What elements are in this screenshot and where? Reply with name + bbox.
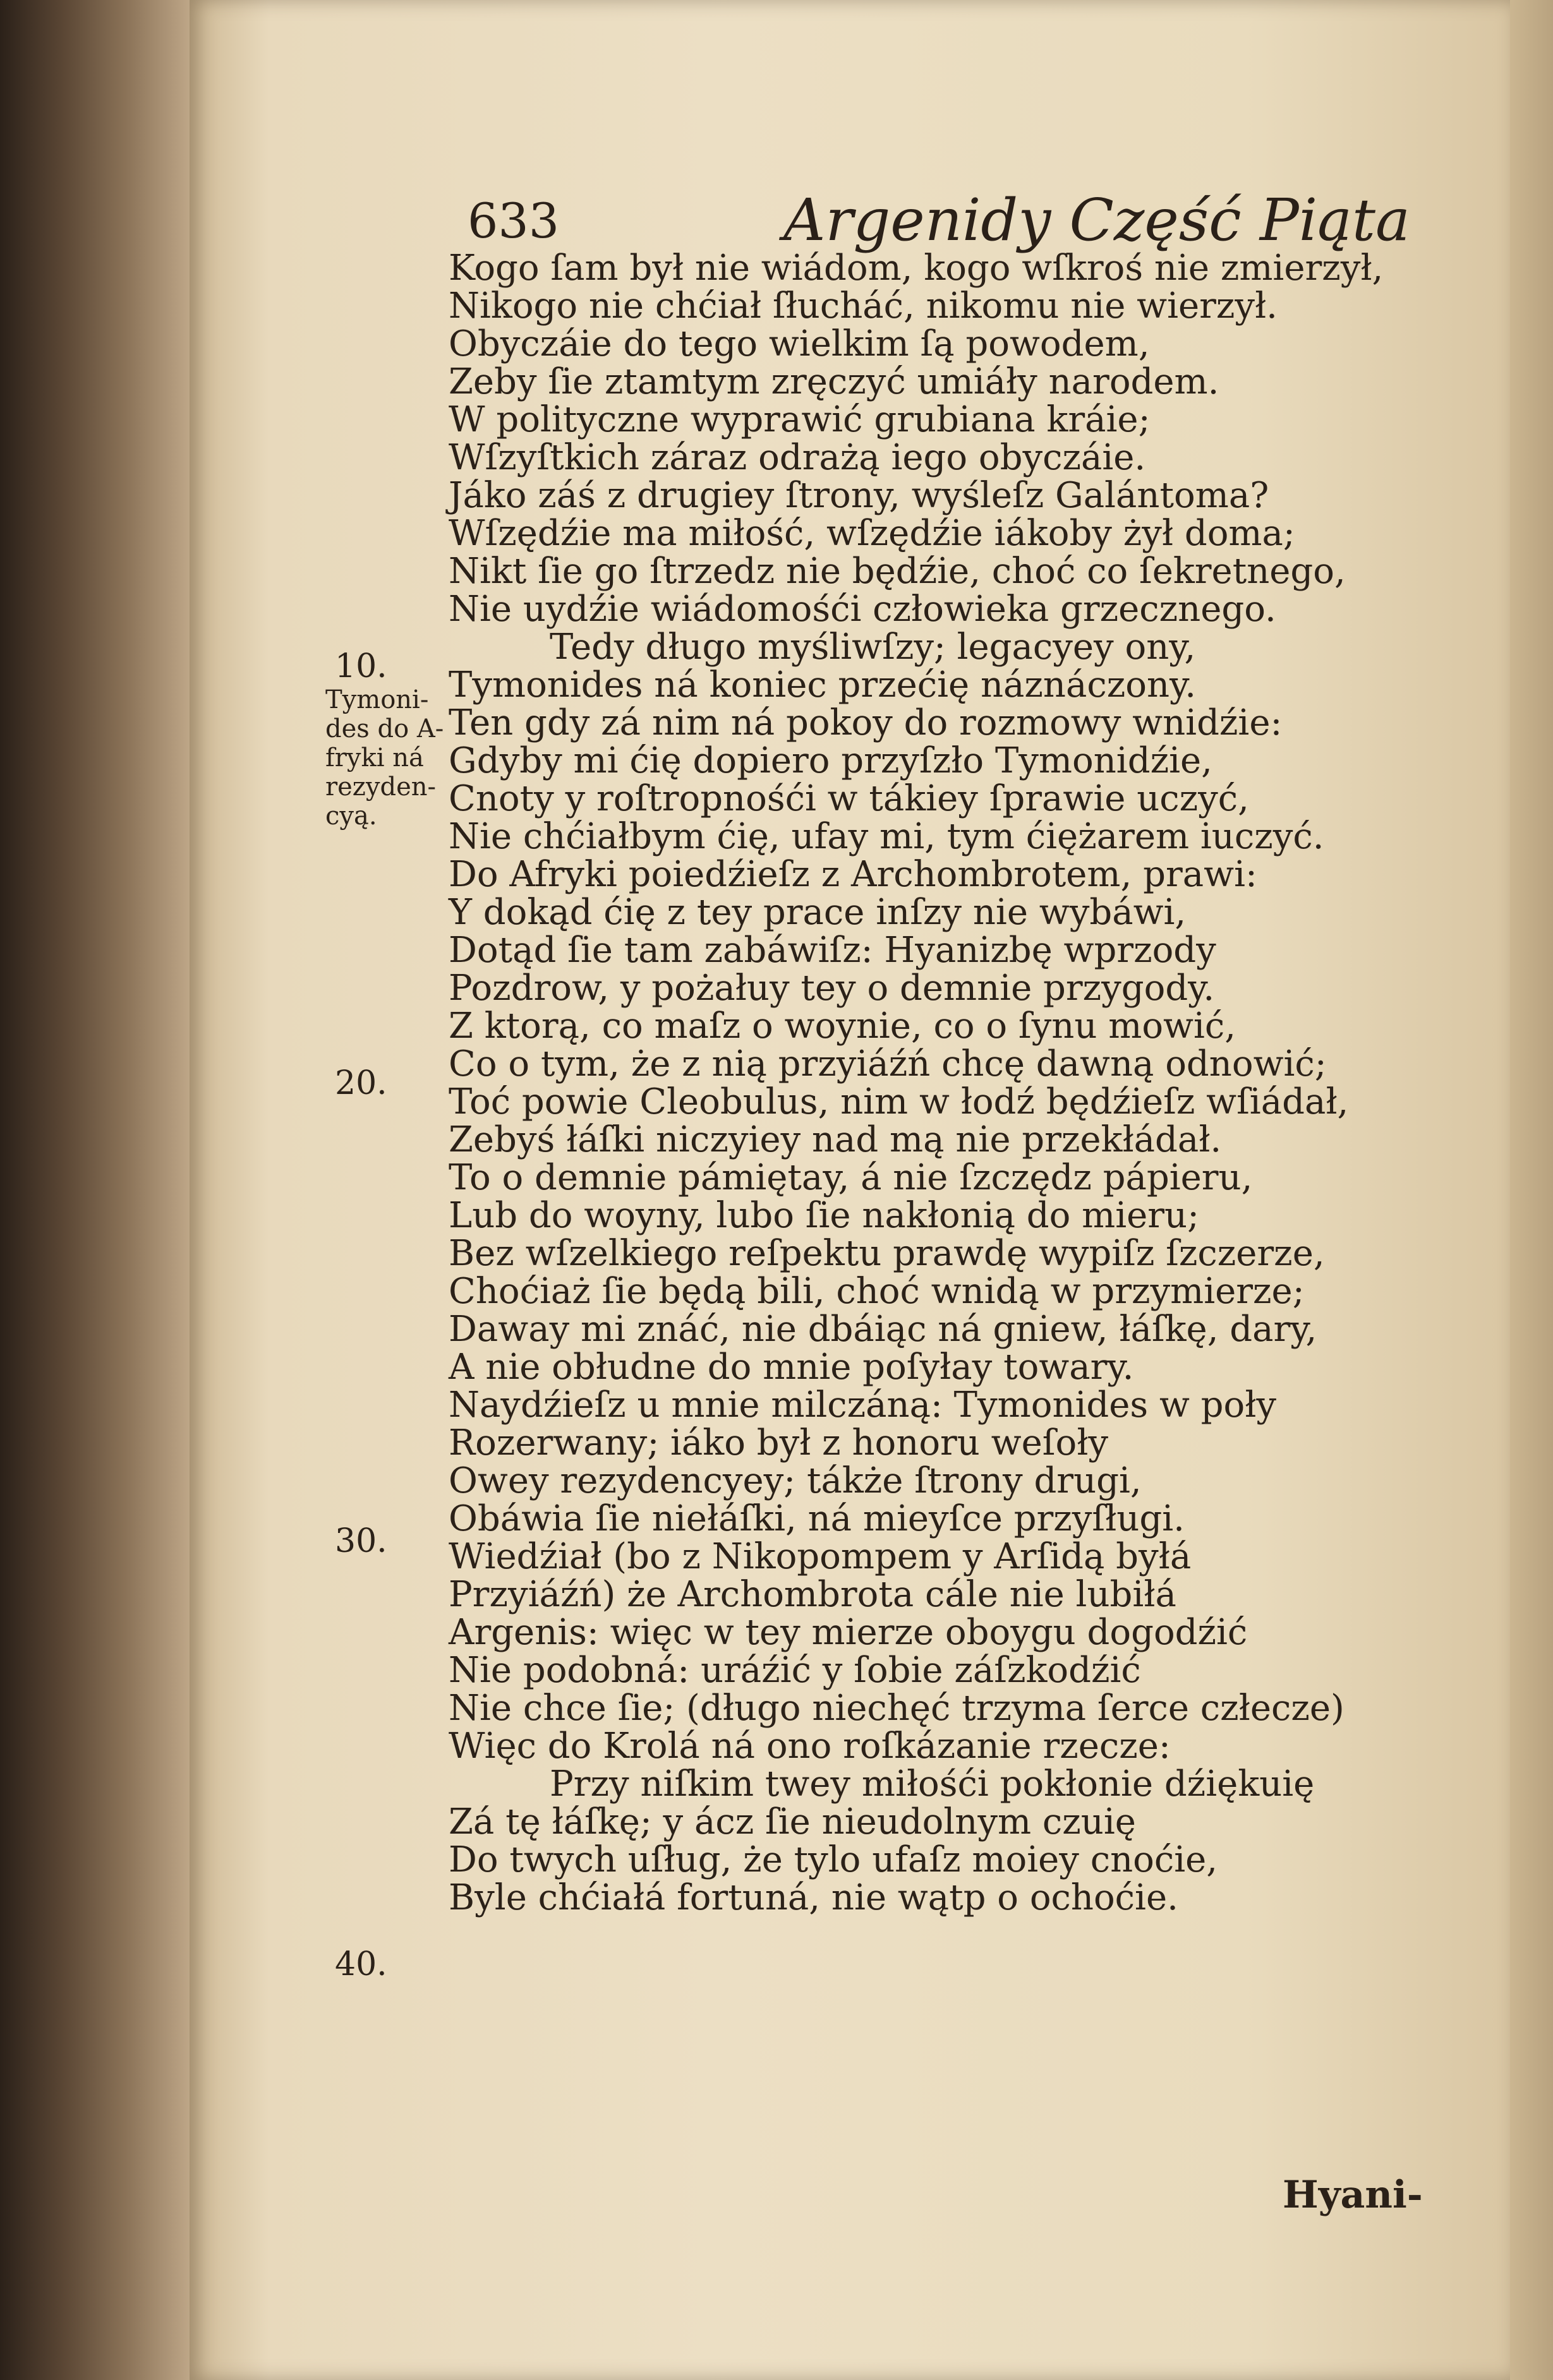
verse-line: W polityczne wyprawić grubiana kráie;	[449, 399, 1151, 440]
verse-line: Wſzędźie ma miłość, wſzędźie iákoby żył doma;	[449, 513, 1295, 554]
verse-line: Jáko záś z drugiey ſtrony, wyśleſz Galántoma?	[449, 475, 1269, 516]
marginal-note-line: cyą.	[325, 802, 377, 831]
verse-line: Lub do woyny, lubo ſie nakłonią do mieru;	[449, 1195, 1199, 1236]
page-number: 633	[468, 193, 560, 249]
verse-line: Więc do Krolá ná ono roſkázanie rzecze:	[449, 1726, 1171, 1767]
verse-line: Wiedźiał (bo z Nikopompem y Arſidą byłá	[449, 1536, 1192, 1577]
verse-line: Owey rezydencyey; tákże ſtrony drugi,	[449, 1460, 1142, 1501]
verse-line: Do twych uſług, że tylo ufaſz moiey cnoćie,	[449, 1839, 1218, 1880]
book-page-edges	[0, 0, 208, 2380]
verse-line: Y dokąd ćię z tey prace inſzy nie wybáwi,	[449, 892, 1187, 933]
verse-line: Rozerwany; iáko był z honoru weſoły	[449, 1422, 1108, 1463]
verse-line: Obyczáie do tego wielkim ſą powodem,	[449, 323, 1150, 364]
verse-line: Z ktorą, co maſz o woynie, co o ſynu mowić,	[449, 1006, 1236, 1047]
verse-line: Bez wſzelkiego reſpektu prawdę wypiſz ſzczerze,	[449, 1233, 1325, 1274]
verse-line: Kogo ſam był nie wiádom, kogo wſkroś nie zmierzył,	[449, 248, 1384, 289]
verse-line: Byle chćiałá fortuná, nie wątp o ochoćie.	[449, 1877, 1178, 1918]
verse-line: Nie chce ſie; (długo niechęć trzyma ſerce człecze)	[449, 1688, 1345, 1729]
verse-line: Pozdrow, y pożałuy tey o demnie przygody.	[449, 968, 1215, 1009]
verse-line: Zá tę łáſkę; y ácz ſie nieudolnym czuię	[449, 1801, 1136, 1842]
marginal-note-line: rezyden-	[325, 772, 437, 802]
marginal-note	[325, 685, 445, 831]
catchword: Hyani-	[1283, 2173, 1423, 2217]
verse-line: Argenis: więc w tey mierze oboygu dogodźić	[449, 1612, 1248, 1653]
verse-line: Nie uydźie wiádomośći człowieka grzecznego.	[449, 589, 1276, 630]
adjacent-page-edge	[1510, 0, 1553, 2380]
verse-line: To o demnie pámiętay, á nie ſzczędz pápieru,	[449, 1157, 1253, 1198]
verse-line: Gdyby mi ćię dopiero przyſzło Tymonidźie,	[449, 740, 1212, 781]
marginal-note-line: des do A-	[325, 714, 444, 743]
verse-line: Przyiáźń) że Archombrota cále nie lubiłá	[449, 1574, 1176, 1615]
verse-line: Nikogo nie chćiał ſłucháć, nikomu nie wierzył.	[449, 285, 1278, 327]
verse-line: Tedy długo myśliwſzy; legacyey ony,	[550, 627, 1196, 668]
verse-line: Cnoty y roſtropnośći w tákiey ſprawie uczyć,	[449, 778, 1249, 819]
verse-text	[449, 249, 1409, 1917]
verse-line: Obáwia ſie niełáſki, ná mieyſce przyſługi.	[449, 1498, 1185, 1539]
verse-line: Naydźieſz u mnie milczáną: Tymonides w poły	[449, 1385, 1277, 1426]
verse-line: Zebyś łáſki niczyiey nad mą nie przekłádał.	[449, 1119, 1222, 1160]
verse-line: Nikt ſie go ſtrzedz nie będźie, choć co ſekretnego,	[449, 551, 1346, 592]
verse-line: Nie podobná: uráźić y ſobie záſzkodźić	[449, 1650, 1141, 1691]
verse-line: Przy niſkim twey miłośći pokłonie dźiękuię	[550, 1764, 1315, 1805]
verse-line: Dotąd ſie tam zabáwiſz: Hyanizbę wprzody	[449, 930, 1216, 971]
verse-line: Daway mi znáć, nie dbáiąc ná gniew, łáſkę, dary,	[449, 1309, 1317, 1350]
line-number-40: 40.	[335, 1945, 387, 1983]
marginal-note-line: fryki ná	[325, 743, 424, 772]
verse-line: Co o tym, że z nią przyiáźń chcę dawną odnowić;	[449, 1043, 1327, 1085]
line-number-10: 10.	[335, 647, 387, 685]
verse-line: Nie chćiałbym ćię, ufay mi, tym ćiężarem iuczyć.	[449, 816, 1324, 857]
verse-line: Do Afryki poiedźieſz z Archombrotem, prawi:	[449, 854, 1257, 895]
line-number-20: 20.	[335, 1064, 387, 1102]
verse-line: Choćiaż ſie będą bili, choć wnidą w przymierze;	[449, 1271, 1305, 1312]
line-number-30: 30.	[335, 1522, 387, 1560]
verse-line: A nie obłudne do mnie poſyłay towary.	[449, 1347, 1134, 1388]
verse-line: Ten gdy zá nim ná pokoy do rozmowy wnidźie:	[449, 702, 1283, 743]
verse-line: Tymonides ná koniec przećię náznáczony.	[449, 664, 1197, 706]
verse-line: Zeby ſie ztamtym zręczyć umiáły narodem.	[449, 361, 1219, 402]
verse-line: Toć powie Cleobulus, nim w łodź będźieſz wſiádał,	[449, 1081, 1349, 1122]
marginal-note-line: Tymoni-	[325, 685, 429, 714]
running-title: Argenidy Część Piąta	[783, 186, 1410, 254]
verse-line: Wſzyſtkich záraz odrażą iego obyczáie.	[449, 437, 1146, 478]
